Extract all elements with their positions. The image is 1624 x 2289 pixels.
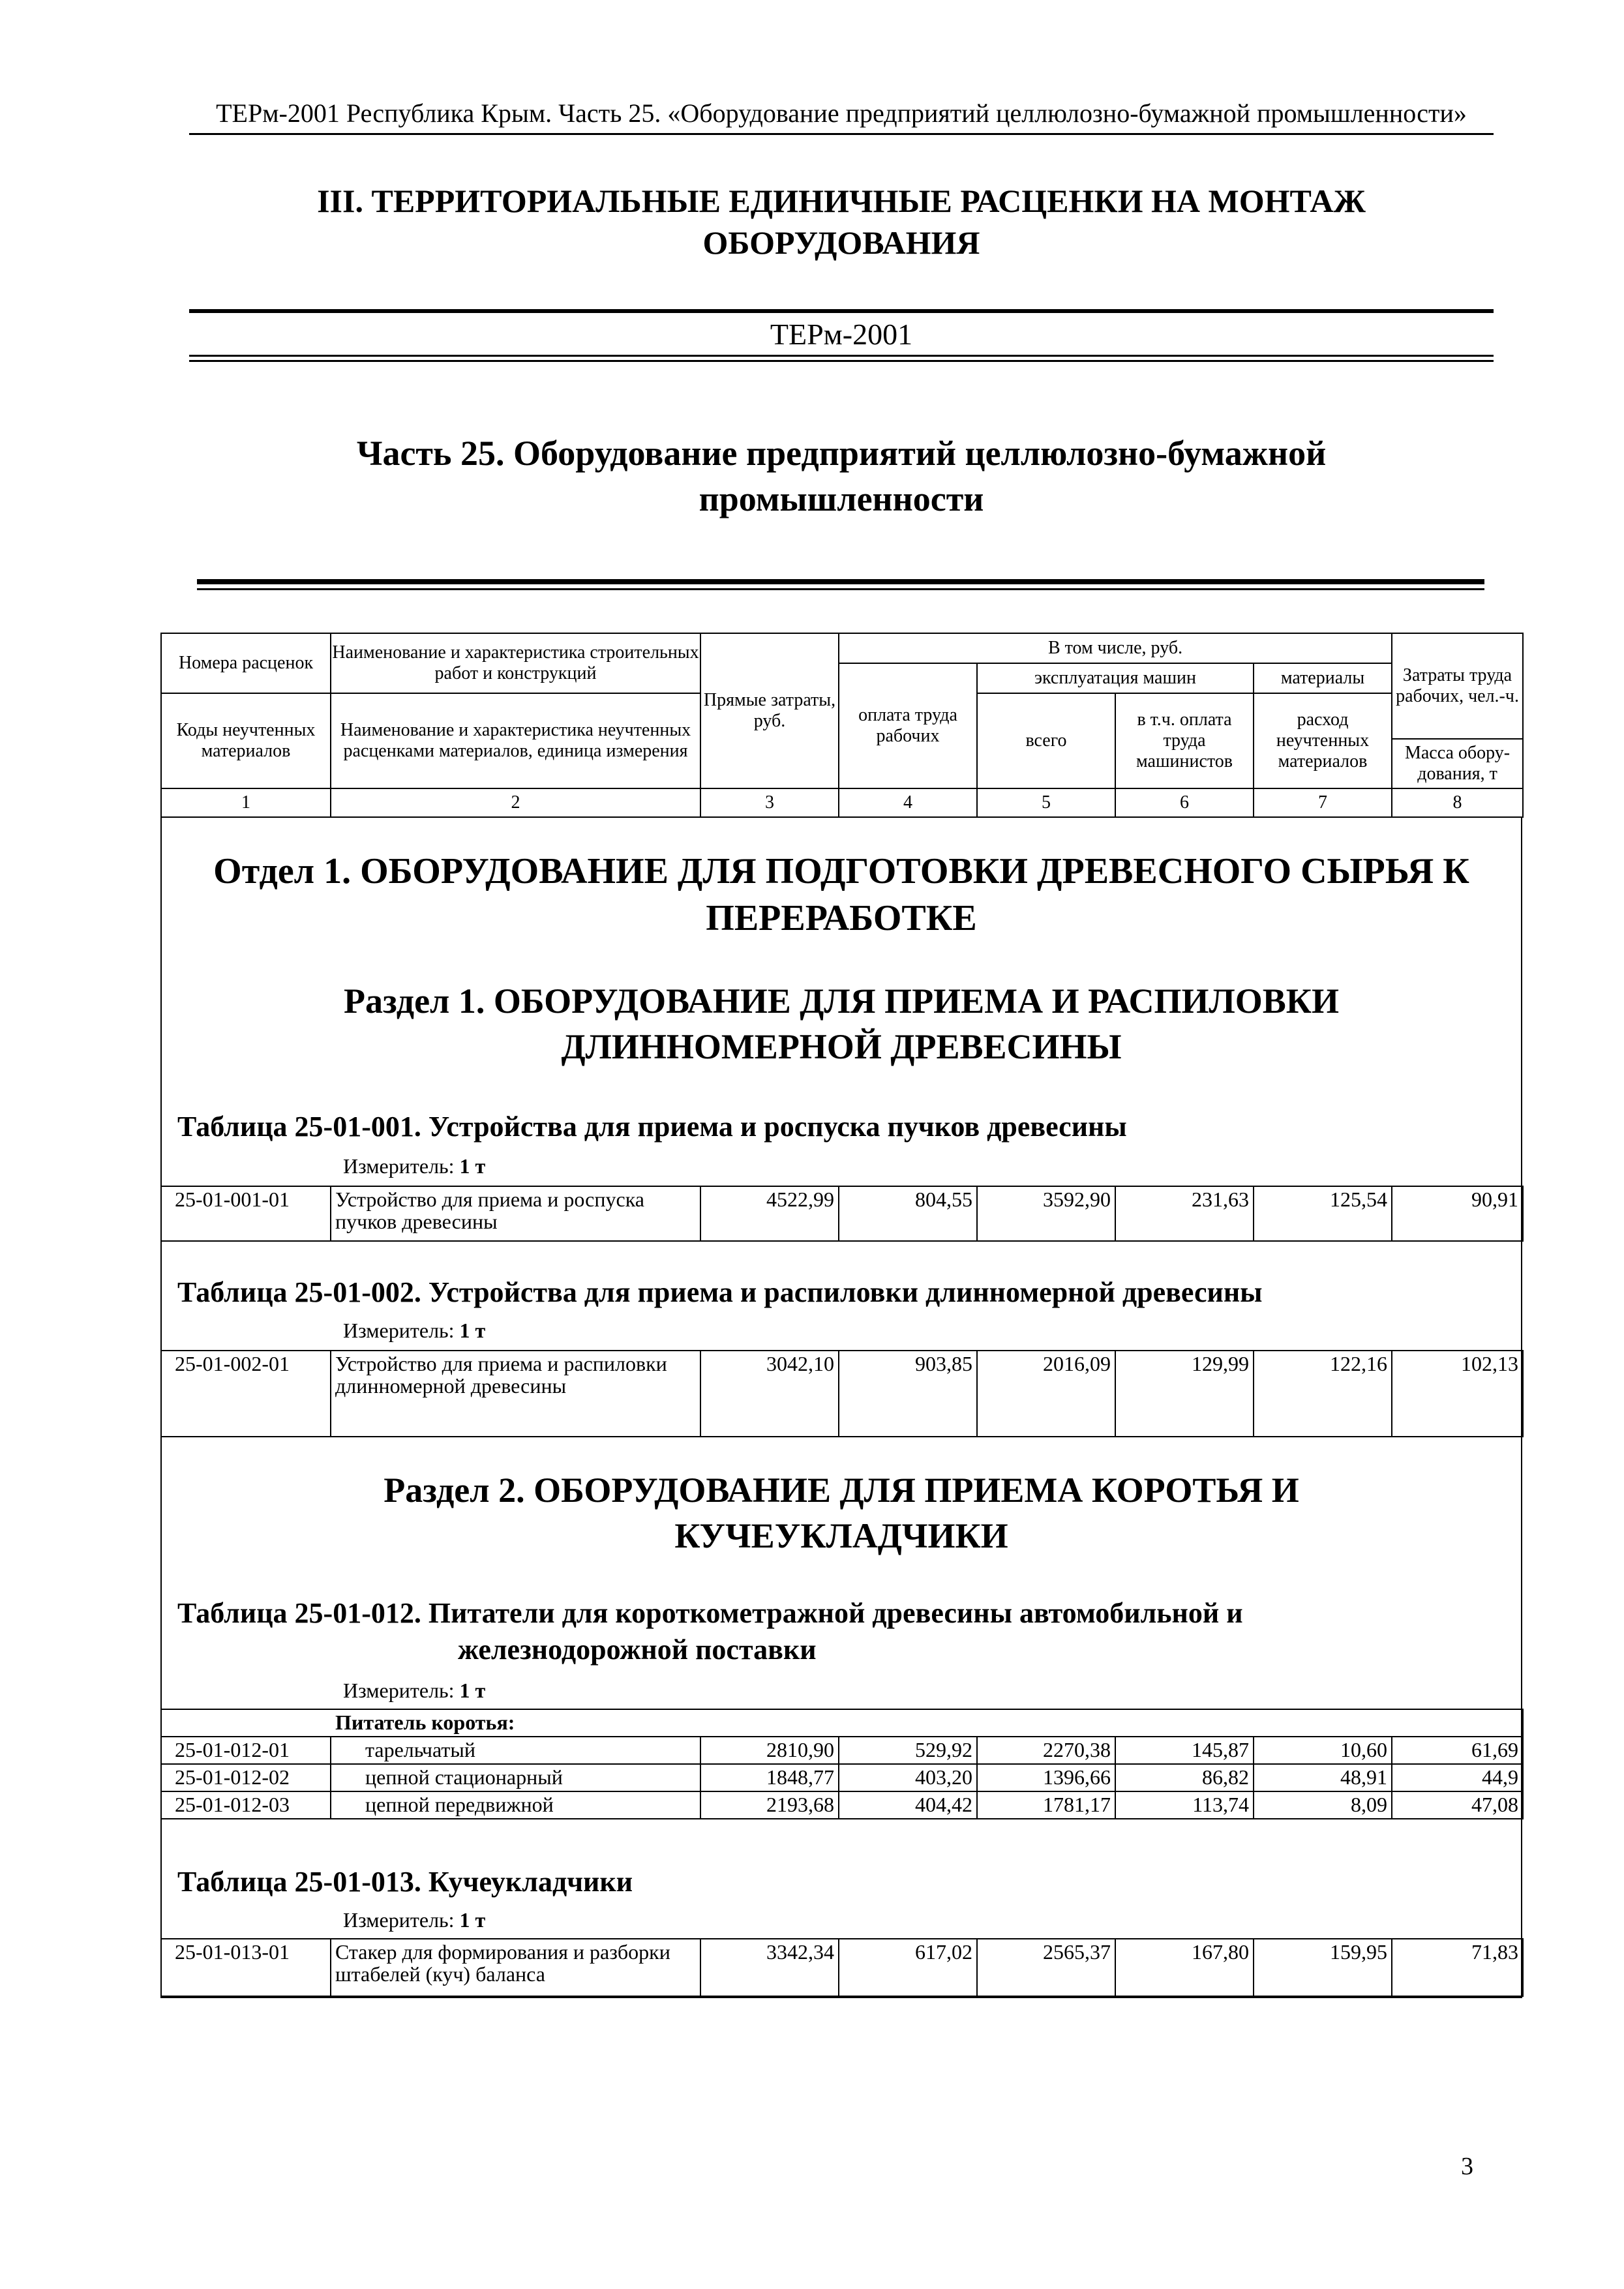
- chapter-heading: [189, 180, 1494, 263]
- part-title: [189, 430, 1494, 522]
- header-incl: В том числе, руб.: [839, 633, 1392, 663]
- rule-thick-lower: [197, 579, 1484, 584]
- header-materials: материалы: [1254, 663, 1392, 693]
- table-002: [160, 1350, 1522, 1437]
- labor-pay: 404,42: [839, 1791, 977, 1819]
- labor-pay: 903,85: [839, 1351, 977, 1437]
- header-col2-top: Наименование и характеристика строительных работ и конструкций: [331, 633, 700, 693]
- part-title-line1: Часть 25. Оборудование предприятий целлюлозно-бумажной: [356, 434, 1327, 473]
- rate-code: 25-01-012-01: [161, 1737, 331, 1764]
- table-013-measure: [343, 1908, 485, 1932]
- otdel-title: [160, 848, 1522, 942]
- labor-pay: 617,02: [839, 1939, 977, 1996]
- table-row: [161, 1939, 1523, 1996]
- machinist-pay: 167,80: [1115, 1939, 1254, 1996]
- chapter-heading-line1: III. ТЕРРИТОРИАЛЬНЫЕ ЕДИНИЧНЫЕ РАСЦЕНКИ НА МОНТАЖ: [317, 183, 1366, 219]
- header-num-1: 1: [161, 788, 331, 817]
- table-row: [161, 1764, 1523, 1791]
- table-row: [161, 1351, 1523, 1437]
- equipment-mass: 47,08: [1392, 1791, 1523, 1819]
- machine-total: 3592,90: [977, 1186, 1115, 1241]
- table-013: [160, 1938, 1522, 1997]
- table-row: [161, 1186, 1523, 1241]
- measure-value: 1 т: [459, 1154, 486, 1178]
- header-col2-bottom: Наименование и характеристика неучтенных расценками материалов, единица измерения: [331, 693, 700, 788]
- machine-total: 2016,09: [977, 1351, 1115, 1437]
- razdel1-title-line1: Раздел 1. ОБОРУДОВАНИЕ ДЛЯ ПРИЕМА И РАСПИЛОВКИ: [344, 981, 1339, 1021]
- equipment-mass: 102,13: [1392, 1351, 1523, 1437]
- labor-hours: 48,91: [1254, 1764, 1392, 1791]
- header-col8-bottom: Масса обору-дования, т: [1392, 739, 1523, 788]
- labor-pay: 529,92: [839, 1737, 977, 1764]
- equipment-mass: 61,69: [1392, 1737, 1523, 1764]
- rule-double-a: [189, 355, 1494, 357]
- labor-pay: 403,20: [839, 1764, 977, 1791]
- direct-cost: 3042,10: [700, 1351, 839, 1437]
- razdel1-title: [160, 978, 1522, 1070]
- labor-pay: 804,55: [839, 1186, 977, 1241]
- measure-label: Измеритель:: [343, 1679, 455, 1702]
- table-012: [160, 1709, 1522, 1819]
- razdel2-title-line2: КУЧЕУКЛАДЧИКИ: [674, 1516, 1008, 1555]
- header-num-6: 6: [1115, 788, 1254, 817]
- machinist-pay: 231,63: [1115, 1186, 1254, 1241]
- header-num-7: 7: [1254, 788, 1392, 817]
- rate-code: 25-01-002-01: [161, 1351, 331, 1437]
- measure-value: 1 т: [459, 1319, 486, 1342]
- rate-name: тарельчатый: [331, 1737, 700, 1764]
- table-001-measure: [343, 1154, 485, 1178]
- header-col7: расход неучтенных материалов: [1254, 693, 1392, 788]
- rate-code: 25-01-012-03: [161, 1791, 331, 1819]
- direct-cost: 2810,90: [700, 1737, 839, 1764]
- rate-code: 25-01-012-02: [161, 1764, 331, 1791]
- rule-thick: [189, 309, 1494, 313]
- equipment-mass: 90,91: [1392, 1186, 1523, 1241]
- header-col4: оплата труда рабочих: [839, 663, 977, 788]
- table-001: [160, 1186, 1522, 1242]
- table-002-title: Таблица 25-01-002. Устройства для приема и распиловки длинномерной древесины: [177, 1276, 1263, 1308]
- razdel2-title-line1: Раздел 2. ОБОРУДОВАНИЕ ДЛЯ ПРИЕМА КОРОТЬЯ И: [383, 1471, 1299, 1510]
- machinist-pay: 145,87: [1115, 1737, 1254, 1764]
- header-col3: Прямые затраты, руб.: [700, 633, 839, 788]
- equipment-mass: 44,9: [1392, 1764, 1523, 1791]
- direct-cost: 3342,34: [700, 1939, 839, 1996]
- measure-value: 1 т: [459, 1908, 486, 1932]
- equipment-mass: 71,83: [1392, 1939, 1523, 1996]
- rate-name: Устройство для приема и распиловки длинномерной древесины: [331, 1351, 700, 1437]
- machine-total: 2270,38: [977, 1737, 1115, 1764]
- machine-total: 1396,66: [977, 1764, 1115, 1791]
- measure-label: Измеритель:: [343, 1154, 455, 1178]
- header-num-2: 2: [331, 788, 700, 817]
- header-num-8: 8: [1392, 788, 1523, 817]
- header-num-5: 5: [977, 788, 1115, 817]
- code-title: ТЕРм-2001: [770, 318, 913, 351]
- table-013-title: Таблица 25-01-013. Кучеукладчики: [177, 1866, 633, 1898]
- measure-value: 1 т: [459, 1679, 486, 1702]
- rate-name: цепной стационарный: [331, 1764, 700, 1791]
- otdel-title-line1: Отдел 1. ОБОРУДОВАНИЕ ДЛЯ ПОДГОТОВКИ ДРЕВЕСНОГО СЫРЬЯ К: [213, 851, 1469, 891]
- measure-label: Измеритель:: [343, 1319, 455, 1342]
- labor-hours: 125,54: [1254, 1186, 1392, 1241]
- table-row: [161, 1737, 1523, 1764]
- machinist-pay: 113,74: [1115, 1791, 1254, 1819]
- labor-hours: 122,16: [1254, 1351, 1392, 1437]
- table-row: [161, 1791, 1523, 1819]
- page-number: 3: [1461, 2153, 1473, 2180]
- rate-name: Стакер для формирования и разборки штабелей (куч) баланса: [331, 1939, 700, 1996]
- machinist-pay: 86,82: [1115, 1764, 1254, 1791]
- table-001-title: Таблица 25-01-001. Устройства для приема и роспуска пучков древесины: [177, 1111, 1127, 1143]
- header-col8-top: Затраты труда рабочих, чел.-ч.: [1392, 633, 1523, 739]
- machine-total: 1781,17: [977, 1791, 1115, 1819]
- rule-double-b: [189, 360, 1494, 362]
- header-col6: в т.ч. оплата труда машинистов: [1115, 693, 1254, 788]
- rate-code: 25-01-001-01: [161, 1186, 331, 1241]
- group-label: Питатель коротья:: [161, 1709, 1523, 1737]
- razdel2-title: [160, 1467, 1522, 1559]
- header-col1-top: Номера расценок: [161, 633, 331, 693]
- measure-label: Измеритель:: [343, 1908, 455, 1932]
- rule-thin-lower: [197, 588, 1484, 590]
- table-group-row: [161, 1709, 1523, 1737]
- header-num-4: 4: [839, 788, 977, 817]
- header-machines: эксплуатация машин: [977, 663, 1254, 693]
- labor-hours: 8,09: [1254, 1791, 1392, 1819]
- part-title-line2: промышленности: [699, 479, 984, 518]
- otdel-title-line2: ПЕРЕРАБОТКЕ: [706, 898, 977, 938]
- header-col5: всего: [977, 693, 1115, 788]
- running-header: ТЕРм-2001 Республика Крым. Часть 25. «Оборудование предприятий целлюлозно-бумажной промышленности»: [216, 98, 1467, 128]
- rate-name: цепной передвижной: [331, 1791, 700, 1819]
- razdel1-title-line2: ДЛИННОМЕРНОЙ ДРЕВЕСИНЫ: [561, 1027, 1122, 1066]
- rate-code: 25-01-013-01: [161, 1939, 331, 1996]
- rate-name: Устройство для приема и роспуска пучков древесины: [331, 1186, 700, 1241]
- table-002-measure: [343, 1319, 485, 1343]
- direct-cost: 4522,99: [700, 1186, 839, 1241]
- table-012-title-line2: железнодорожной поставки: [458, 1634, 817, 1666]
- direct-cost: 1848,77: [700, 1764, 839, 1791]
- labor-hours: 159,95: [1254, 1939, 1392, 1996]
- table-012-measure: [343, 1679, 485, 1703]
- machinist-pay: 129,99: [1115, 1351, 1254, 1437]
- header-num-3: 3: [700, 788, 839, 817]
- header-col1-bottom: Коды неучтенных материалов: [161, 693, 331, 788]
- labor-hours: 10,60: [1254, 1737, 1392, 1764]
- chapter-heading-line2: ОБОРУДОВАНИЯ: [702, 224, 980, 261]
- header-rule: [189, 133, 1494, 135]
- table-012-title-line1: Таблица 25-01-012. Питатели для короткометражной древесины автомобильной и: [177, 1597, 1243, 1629]
- machine-total: 2565,37: [977, 1939, 1115, 1996]
- direct-cost: 2193,68: [700, 1791, 839, 1819]
- table-header: [160, 633, 1522, 816]
